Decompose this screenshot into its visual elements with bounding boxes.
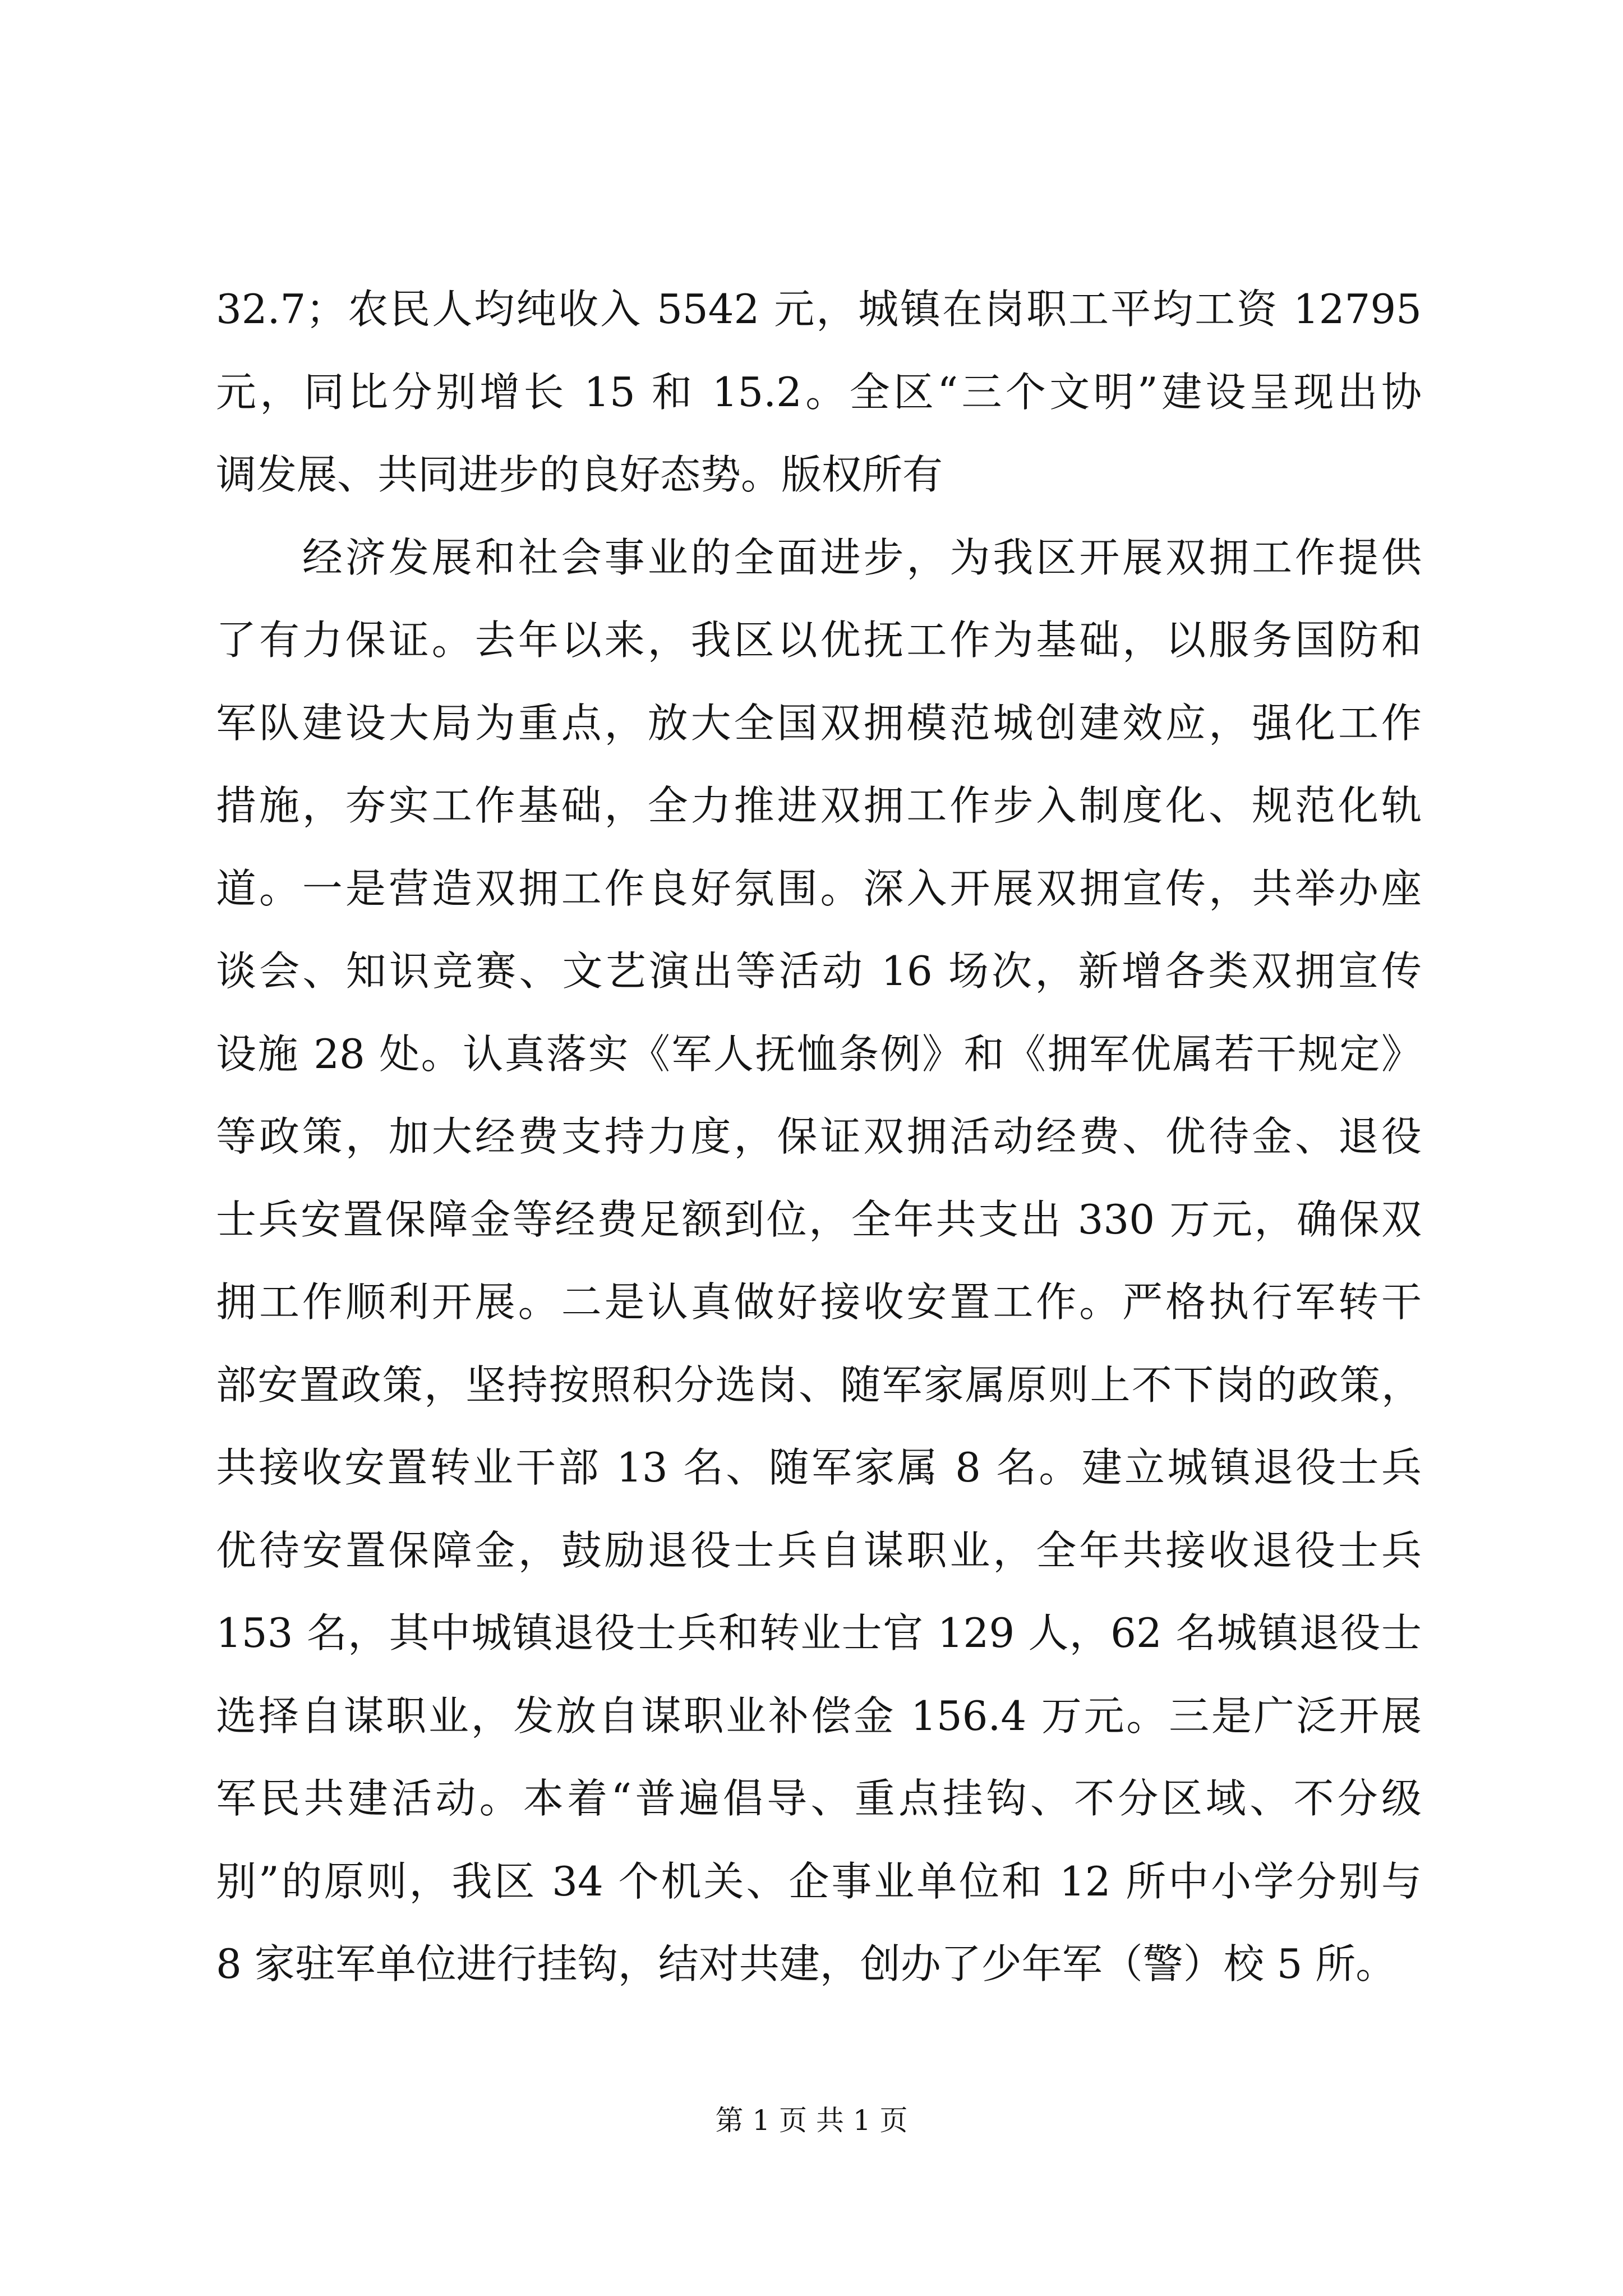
text-line: 部安置政策，坚持按照积分选岗、随军家属原则上不下岗的政策， [216,1361,1422,1409]
text-line: 8 家驻军单位进行挂钩，结对共建，创办了少年军（警）校 5 所。 [216,1940,1396,1987]
text-line: 士兵安置保障金等经费足额到位，全年共支出 330 万元，确保双 [216,1195,1422,1243]
text-line: 153 名，其中城镇退役士兵和转业士官 129 人，62 名城镇退役士 [216,1609,1422,1657]
text-line: 军队建设大局为重点，放大全国双拥模范城创建效应，强化工作 [216,699,1422,747]
text-line: 道。一是营造双拥工作良好氛围。深入开展双拥宣传，共举办座 [216,864,1422,912]
text-line: 拥工作顺利开展。二是认真做好接收安置工作。严格执行军转干 [216,1278,1422,1326]
text-line: 调发展、共同进步的良好态势。版权所有 [216,451,943,498]
text-line: 经济发展和社会事业的全面进步，为我区开展双拥工作提供 [216,533,1422,581]
text-line: 优待安置保障金，鼓励退役士兵自谋职业，全年共接收退役士兵 [216,1526,1422,1574]
text-line: 谈会、知识竞赛、文艺演出等活动 16 场次，新增各类双拥宣传 [216,947,1422,995]
body-text [216,268,1422,2006]
text-line: 别”的原则，我区 34 个机关、企事业单位和 12 所中小学分别与 [216,1857,1422,1905]
page-footer: 第 1 页 共 1 页 [715,2104,908,2137]
text-line: 等政策，加大经费支持力度，保证双拥活动经费、优待金、退役 [216,1113,1422,1160]
text-line: 元，同比分别增长 15 和 15.2。全区“三个文明”建设呈现出协 [216,368,1422,416]
text-line: 共接收安置转业干部 13 名、随军家属 8 名。建立城镇退役士兵 [216,1444,1422,1491]
text-line: 32.7；农民人均纯收入 5542 元，城镇在岗职工平均工资 12795 [216,286,1422,333]
text-line: 选择自谋职业，发放自谋职业补偿金 156.4 万元。三是广泛开展 [216,1692,1422,1740]
text-line: 措施，夯实工作基础，全力推进双拥工作步入制度化、规范化轨 [216,782,1422,829]
text-line: 设施 28 处。认真落实《军人抚恤条例》和《拥军优属若干规定》 [216,1030,1422,1078]
text-line: 军民共建活动。本着“普遍倡导、重点挂钩、不分区域、不分级 [216,1775,1422,1822]
text-line: 了有力保证。去年以来，我区以优抚工作为基础，以服务国防和 [216,616,1422,664]
